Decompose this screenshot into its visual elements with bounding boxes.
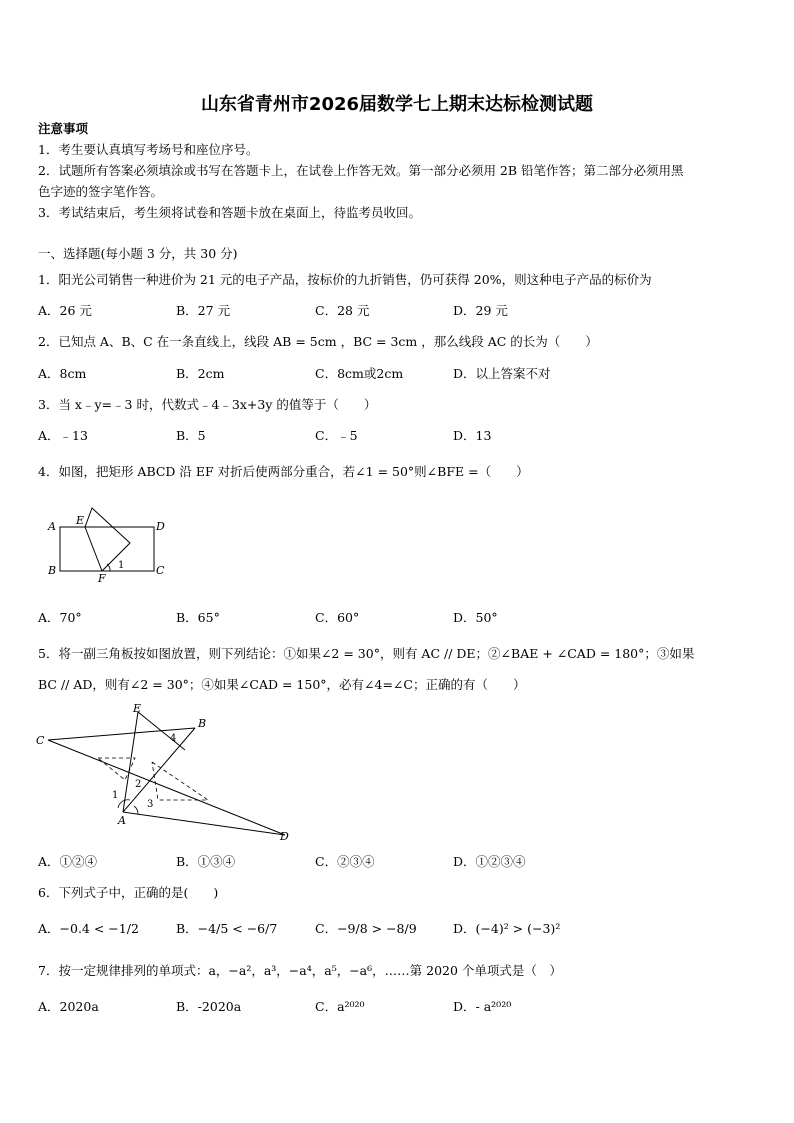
question-5-stem-cont: BC // AD，则有∠2 = 30°；④如果∠CAD = 150°，必有∠4=∠C；正确的有（ ） <box>38 677 526 692</box>
fig4-label-angle1: 1 <box>118 560 125 571</box>
q2-option-b: B．2cm <box>176 366 225 381</box>
fig5-label-d: D <box>280 830 289 843</box>
section-heading: 一、选择题(每小题 3 分，共 30 分) <box>38 246 238 261</box>
q4-option-c: C．60° <box>315 610 360 625</box>
question-4-stem: 4．如图，把矩形 ABCD 沿 EF 对折后使两部分重合，若∠1 = 50°则∠BFE =（ ） <box>38 464 529 479</box>
q5-option-a: A．①②④ <box>38 854 98 869</box>
fig5-label-c: C <box>36 734 45 747</box>
fig5-label-e: E <box>133 702 142 715</box>
page-title: 山东省青州市2026届数学七上期末达标检测试题 <box>200 94 594 115</box>
fig5-label-angle1: 1 <box>112 790 119 801</box>
question-2-stem: 2．已知点 A、B、C 在一条直线上，线段 AB = 5cm ，BC = 3cm ，那么线段 AC 的长为（ ） <box>38 334 598 349</box>
q1-option-a: A．26 元 <box>38 303 92 318</box>
notice-item-3: 3．考试结束后，考生须将试卷和答题卡放在桌面上，待监考员收回。 <box>38 205 421 220</box>
question-7-stem: 7．按一定规律排列的单项式：a，−a²，a³，−a⁴，a⁵，−a⁶，……第 2020 个单项式是（ ） <box>38 963 562 978</box>
fig5-label-angle3: 3 <box>147 799 154 810</box>
notice-heading: 注意事项 <box>38 121 89 136</box>
q3-option-d: D．13 <box>453 428 492 443</box>
fig5-label-angle4: 4 <box>170 733 177 744</box>
q5-option-c: C．②③④ <box>315 854 375 869</box>
fig4-label-f: F <box>98 572 106 585</box>
q7-option-b: B．-2020a <box>176 999 242 1014</box>
question-6-stem: 6．下列式子中，正确的是( ) <box>38 885 219 900</box>
question-1-stem: 1．阳光公司销售一种进价为 21 元的电子产品，按标价的九折销售，仍可获得 20%，则这种电子产品的标价为 <box>38 272 652 287</box>
q5-option-d: D．①②③④ <box>453 854 526 869</box>
fig4-label-c: C <box>156 564 165 577</box>
q2-option-c: C．8cm或2cm <box>315 366 404 381</box>
fig4-label-a: A <box>48 520 56 533</box>
notice-item-2-cont: 色字迹的签字笔作答。 <box>38 184 164 199</box>
q6-option-c: C．−9/8 > −8/9 <box>315 921 417 936</box>
q3-option-b: B．5 <box>176 428 206 443</box>
q3-option-c: C．﹣5 <box>315 428 358 443</box>
q5-option-b: B．①③④ <box>176 854 236 869</box>
q7-option-c: C．a²⁰²⁰ <box>315 999 365 1014</box>
q7-option-a: A．2020a <box>38 999 99 1014</box>
triangle-set-figure <box>30 700 300 845</box>
fig5-label-angle2: 2 <box>135 779 142 790</box>
q1-option-d: D．29 元 <box>453 303 508 318</box>
q2-option-a: A．8cm <box>38 366 87 381</box>
rectangle-fold-figure <box>40 500 180 585</box>
q1-option-c: C．28 元 <box>315 303 370 318</box>
fig4-label-b: B <box>48 564 57 577</box>
q4-option-b: B．65° <box>176 610 220 625</box>
q4-option-d: D．50° <box>453 610 498 625</box>
fig4-label-e: E <box>76 514 85 527</box>
fig5-label-b: B <box>198 717 207 730</box>
q6-option-b: B．−4/5 < −6/7 <box>176 921 278 936</box>
q6-option-a: A．−0.4 < −1/2 <box>38 921 139 936</box>
question-3-stem: 3．当 x﹣y=﹣3 时，代数式﹣4﹣3x+3y 的值等于（ ） <box>38 397 377 412</box>
q4-option-a: A．70° <box>38 610 82 625</box>
fig5-label-a: A <box>118 814 126 827</box>
notice-item-2: 2．试题所有答案必须填涂或书写在答题卡上，在试卷上作答无效。第一部分必须用 2B 铅笔作答；第二部分必须用黑 <box>38 163 684 178</box>
q3-option-a: A．﹣13 <box>38 428 88 443</box>
q6-option-d: D．(−4)² > (−3)² <box>453 921 561 936</box>
notice-item-1: 1．考生要认真填写考场号和座位序号。 <box>38 142 259 157</box>
question-5-stem: 5．将一副三角板按如图放置，则下列结论：①如果∠2 = 30°，则有 AC // DE；②∠BAE + ∠CAD = 180°；③如果 <box>38 646 695 661</box>
fig4-label-d: D <box>156 520 165 533</box>
q7-option-d: D．- a²⁰²⁰ <box>453 999 512 1014</box>
q1-option-b: B．27 元 <box>176 303 231 318</box>
q2-option-d: D．以上答案不对 <box>453 366 551 381</box>
